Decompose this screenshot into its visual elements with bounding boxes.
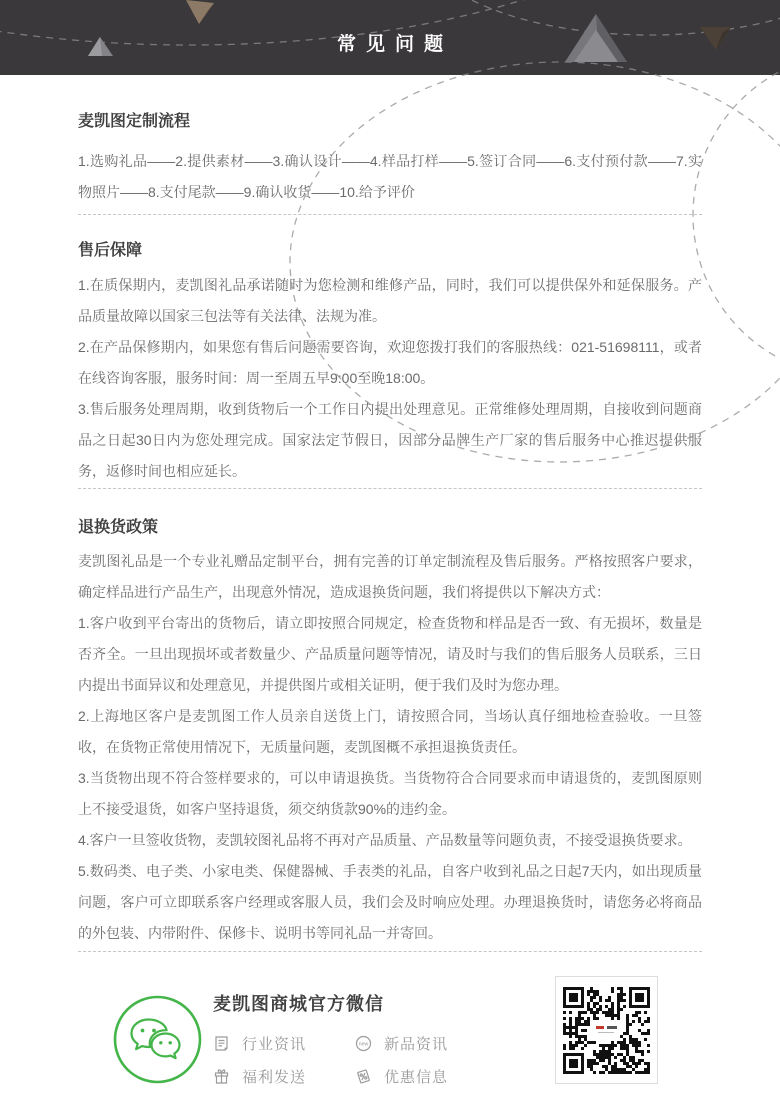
- news-icon: [213, 1035, 230, 1052]
- section-heading: 售后保障: [78, 242, 143, 259]
- feature-label: 福利发送: [242, 1069, 307, 1086]
- feature-item: [355, 1066, 448, 1087]
- wechat-icon: [112, 994, 203, 1085]
- wechat-feature-grid: [213, 1033, 448, 1087]
- section-heading: 退换货政策: [78, 519, 159, 536]
- page-header: [0, 0, 780, 75]
- dashed-divider: [78, 214, 702, 215]
- paragraph: 1.客户收到平台寄出的货物后，请立即按照合同规定，检查货物和样品是否一致、有无损坏，数量是否齐全。一旦出现损坏或者数量少、产品质量问题等情况，请及时与我们的售后服务人员联系，三日内提出书面异议和处理意见，并提供图片或相关证明，便于我们及时为您办理。: [78, 615, 702, 693]
- process-steps: 1.选购礼品——2.提供素材——3.确认设计——4.样品打样——5.签订合同——6.支付预付款——7.实物照片——8.支付尾款——9.确认收货——10.给予评价: [78, 153, 702, 200]
- paragraph: 4.客户一旦签收货物，麦凯较图礼品将不再对产品质量、产品数量等问题负责，不接受退换货要求。: [78, 832, 692, 848]
- wechat-footer: [0, 952, 780, 1112]
- paragraph: 2.上海地区客户是麦凯图工作人员亲自送货上门，请按照合同，当场认真仔细地检查验收。一旦签收，在货物正常使用情况下，无质量问题，麦凯图概不承担退换货责任。: [78, 708, 702, 755]
- gift-icon: [213, 1068, 230, 1085]
- paragraph: 2.在产品保修期内，如果您有售后问题需要咨询，欢迎您拨打我们的客服热线：021-51698111，或者在线咨询客服，服务时间：周一至周五早9:00至晚18:00。: [78, 339, 702, 386]
- feature-label: 优惠信息: [384, 1069, 449, 1086]
- paragraph: 麦凯图礼品是一个专业礼赠品定制平台，拥有完善的订单定制流程及售后服务。严格按照客户要求，确定样品进行产品生产，出现意外情况，造成退换货问题，我们将提供以下解决方式：: [78, 553, 702, 600]
- feature-label: 新品资讯: [384, 1036, 449, 1053]
- paragraph: 5.数码类、电子类、小家电类、保健器械、手表类的礼品，自客户收到礼品之日起7天内，如出现质量问题，客户可立即联系客户经理或客服人员，我们会及时响应处理。办理退换货时，请您务必将商品的外包装、内带附件、保修卡、说明书等同礼品一并寄回。: [78, 863, 702, 941]
- content: [0, 112, 780, 952]
- new-badge-icon: [355, 1035, 372, 1052]
- dashed-divider: [78, 488, 702, 489]
- feature-label: 行业资讯: [242, 1036, 307, 1053]
- svg-text:new: new: [358, 1041, 369, 1048]
- wechat-info: [213, 990, 448, 1087]
- section-returns: [78, 518, 702, 949]
- feature-item: [213, 1033, 355, 1054]
- feature-item: [355, 1033, 448, 1054]
- page-title: 常见问题: [336, 34, 453, 55]
- wechat-account-title: 麦凯图商城官方微信: [213, 994, 384, 1014]
- paragraph: 1.在质保期内，麦凯图礼品承诺随时为您检测和维修产品，同时，我们可以提供保外和延保服务。产品质量故障以国家三包法等有关法律、法规为准。: [78, 277, 702, 324]
- qr-code-canvas: [563, 987, 650, 1074]
- paragraph: 3.当货物出现不符合签样要求的，可以申请退换货。当货物符合合同要求而申请退货的，麦凯图原则上不接受退货，如客户坚持退货，须交纳货款90%的违约金。: [78, 770, 702, 817]
- section-aftersales: [78, 241, 702, 487]
- section-process: [78, 112, 702, 208]
- coupon-icon: [355, 1068, 372, 1085]
- section-heading: 麦凯图定制流程: [78, 113, 191, 130]
- qr-code: [555, 976, 658, 1084]
- paragraph: 3.售后服务处理周期，收到货物后一个工作日内提出处理意见。正常维修处理周期，自接收到问题商品之日起30日内为您处理完成。国家法定节假日，因部分品牌生产厂家的售后服务中心推迟提供服务，返修时间也相应延长。: [78, 401, 702, 479]
- feature-item: [213, 1066, 355, 1087]
